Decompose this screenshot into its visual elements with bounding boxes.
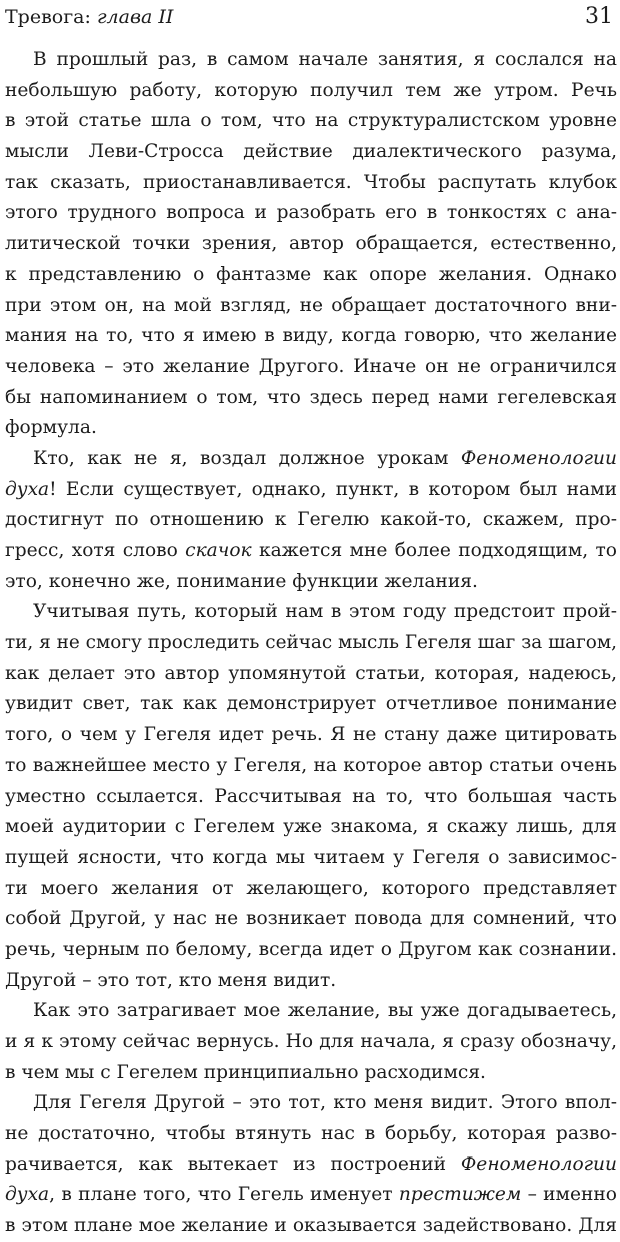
text-line: того, о чем у Гегеля идет речь. Я не стану даже цитировать <box>5 724 617 746</box>
running-head-title <box>5 2 173 32</box>
body-text <box>5 45 617 1242</box>
italic-book-title: духа <box>5 478 50 500</box>
text-line <box>5 1180 617 1211</box>
text-line: и я к этому сейчас вернусь. Но для начала, я сразу обозначу, <box>5 1031 617 1052</box>
text-line: речь, черным по белому, всегда идет о Другом как сознании. <box>5 938 617 960</box>
text-line <box>5 475 617 506</box>
text-line: в этом плане мое желание и оказывается задействовано. Для <box>5 1215 617 1237</box>
text-line: литической точки зрения, автор обращается, естественно, <box>5 233 617 255</box>
page-number: 31 <box>585 4 613 29</box>
italic-term: скачок <box>185 540 252 561</box>
running-head-title-prefix: Тревога: <box>5 6 97 28</box>
text-line <box>5 444 617 475</box>
text-line: человека – это желание Другого. Иначе он не ограничился <box>5 355 617 377</box>
text-line: в этой статье шла о том, что на структуралистском уровне <box>5 110 617 132</box>
text-line: увидит свет, так как демонстрирует отчетливое понимание <box>5 693 617 715</box>
paragraph-4 <box>5 996 617 1088</box>
text-run: ! Если существует, однако, пункт, в котором был нами <box>49 478 617 500</box>
text-line: достигнут по отношению к Гегелю какой-то, скажем, про- <box>5 509 617 531</box>
text-line: к представлению о фантазме как опоре желания. Однако <box>5 263 617 285</box>
text-line: Учитывая путь, который нам в этом году предстоит прой- <box>33 601 617 623</box>
italic-term: престижем <box>398 1184 522 1206</box>
text-line: ти, я не смогу проследить сейчас мысль Гегеля шаг за шагом, <box>5 632 617 654</box>
text-line: ти моего желания от желающего, которого представляет <box>5 877 617 899</box>
text-line: бы напоминанием о том, что здесь перед нами гегелевская <box>5 386 617 408</box>
text-line: это, конечно же, понимание функции желания. <box>5 570 478 592</box>
text-line: уместно ссылается. Рассчитывая на то, что большая часть <box>5 785 617 807</box>
text-run: Кто, как не я, воздал должное урокам <box>33 447 461 469</box>
text-run: рачивается, как вытекает из построений <box>5 1153 461 1175</box>
text-line: мания на то, что я имею в виду, когда говорю, что желание <box>5 325 617 347</box>
text-line: Другой – это тот, кто меня видит. <box>5 969 337 991</box>
paragraph-3 <box>5 597 617 996</box>
text-line: моей аудитории с Гегелем уже знакома, я скажу лишь, для <box>5 816 617 838</box>
running-head-chapter: глава II <box>96 6 174 28</box>
italic-book-title: Феноменологии <box>460 447 617 469</box>
text-line: небольшую работу, которую получил тем же утром. Речь <box>5 79 617 101</box>
italic-book-title: духа <box>5 1184 50 1206</box>
text-run: кажется мне более подходящим, то <box>251 540 617 561</box>
text-line: этого трудного вопроса и разобрать его в тонкостях с ана- <box>5 202 617 224</box>
text-line: то важнейшее место у Гегеля, на которое автор статьи очень <box>5 754 617 776</box>
text-line: собой Другой, у нас не возникает повода для сомнений, что <box>5 908 617 930</box>
text-line: В прошлый раз, в самом начале занятия, я сослался на <box>33 49 617 70</box>
running-head <box>5 2 617 32</box>
paragraph-2 <box>5 444 617 597</box>
text-run: , в плане того, что Гегель именует <box>49 1184 399 1206</box>
paragraph-1 <box>5 45 617 444</box>
text-line: в чем мы с Гегелем принципиально расходимся. <box>5 1061 486 1083</box>
text-line: пущей ясности, что когда мы читаем у Гегеля о зависимос- <box>5 846 617 868</box>
text-line: Как это затрагивает мое желание, вы уже догадываетесь, <box>33 1000 617 1022</box>
text-line <box>5 536 617 567</box>
text-line: формула. <box>5 417 97 439</box>
text-line: при этом он, на мой взгляд, не обращает достаточного вни- <box>5 294 617 316</box>
paragraph-5 <box>5 1088 617 1241</box>
text-line: как делает это автор упомянутой статьи, которая, надеюсь, <box>5 662 617 684</box>
italic-book-title: Феноменологии <box>460 1153 617 1175</box>
text-line <box>5 1150 617 1181</box>
text-run: – именно <box>521 1184 617 1206</box>
text-line: мысли Леви-Стросса действие диалектического разума, <box>5 141 617 163</box>
text-line: не достаточно, чтобы втянуть нас в борьбу, которая разво- <box>5 1123 617 1145</box>
text-line: Для Гегеля Другой – это тот, кто меня видит. Этого впол- <box>33 1092 617 1114</box>
text-run: гресс, хотя слово <box>5 540 186 561</box>
text-line: так сказать, приостанавливается. Чтобы распутать клубок <box>5 171 617 193</box>
